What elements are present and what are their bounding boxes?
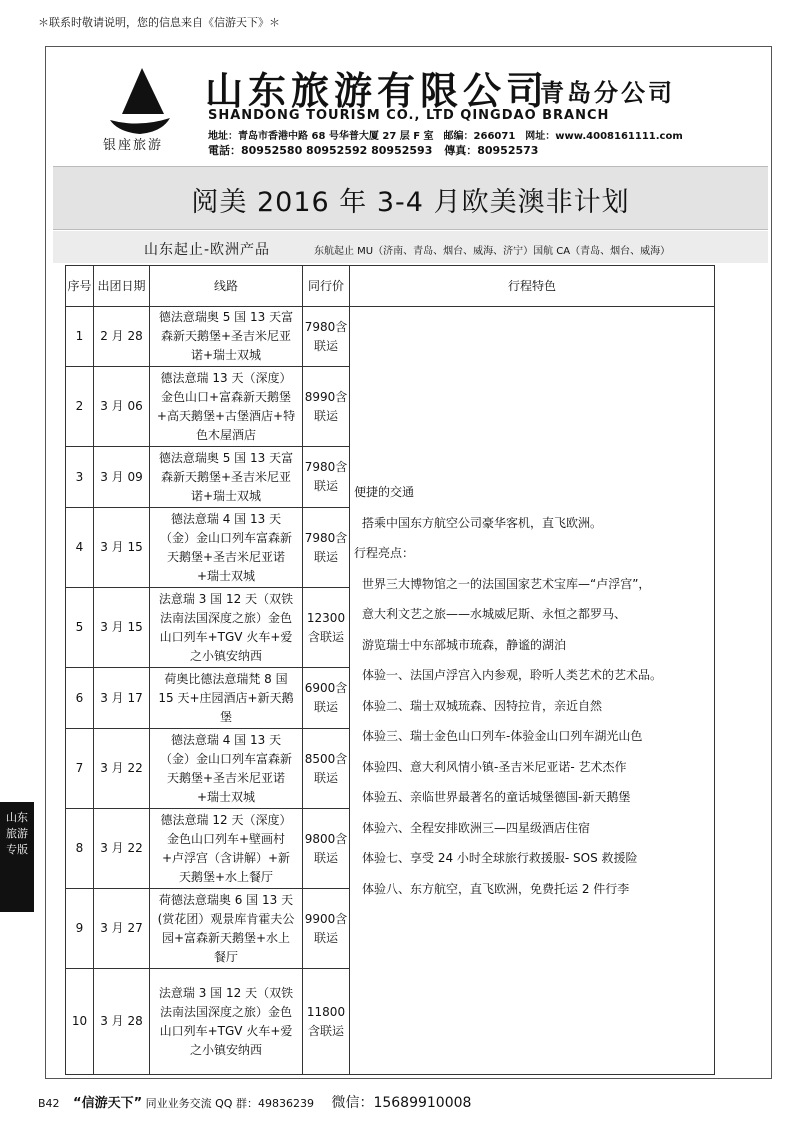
row-price: 11800含联运	[303, 969, 350, 1075]
company-contacts	[208, 142, 546, 158]
header-no: 序号	[66, 266, 94, 307]
header-date: 出团日期	[94, 266, 150, 307]
row-no: 5	[66, 588, 94, 668]
feature-line: 便捷的交通	[354, 485, 415, 499]
page-number: B42	[38, 1097, 60, 1110]
company-phone: 電話：80952580 80952592 80952593	[208, 144, 433, 157]
row-date: 3 月 28	[94, 969, 150, 1075]
row-price: 9900含联运	[303, 889, 350, 969]
tour-table	[65, 265, 715, 1075]
row-price: 8500含联运	[303, 729, 350, 809]
top-note: ＊联系时敬请说明，您的信息来自《信游天下》＊	[38, 16, 280, 29]
row-route: 荷德法意瑞奥 6 国 13 天(赏花团）观景库肯霍夫公园+富森新天鹅堡+水上餐厅	[150, 889, 303, 969]
row-route: 德法意瑞 4 国 13 天（金）金山口列车富森新天鹅堡+圣吉米尼亚诺+瑞士双城	[150, 729, 303, 809]
footer	[38, 1092, 471, 1112]
company-english-name: SHANDONG TOURISM CO., LTD QINGDAO BRANCH	[208, 108, 610, 123]
section-title: 山东起止-欧洲产品	[144, 242, 271, 258]
row-no: 9	[66, 889, 94, 969]
feature-line: 体验六、全程安排欧洲三—四星级酒店住宿	[362, 820, 591, 835]
row-price: 9800含联运	[303, 809, 350, 889]
header-price: 同行价	[303, 266, 350, 307]
header-route: 线路	[150, 266, 303, 307]
footer-brand: “信游天下”	[73, 1096, 143, 1111]
feature-line: 意大利文艺之旅——水城威尼斯、永恒之都罗马、	[362, 607, 627, 621]
row-date: 3 月 15	[94, 588, 150, 668]
row-route: 德法意瑞奥 5 国 13 天富森新天鹅堡+圣吉米尼亚诺+瑞士双城	[150, 447, 303, 508]
row-date: 3 月 22	[94, 729, 150, 809]
row-no: 1	[66, 307, 94, 367]
feature-line: 体验四、意大利风情小镇-圣吉米尼亚诺- 艺术杰作	[362, 759, 627, 774]
row-date: 3 月 06	[94, 367, 150, 447]
row-price: 8990含联运	[303, 367, 350, 447]
company-branch: 青岛分公司	[540, 78, 675, 107]
row-no: 6	[66, 668, 94, 729]
row-no: 2	[66, 367, 94, 447]
row-date: 3 月 15	[94, 508, 150, 588]
logo-caption: 银座旅游	[103, 138, 164, 153]
side-tab-text: 旅游	[6, 827, 28, 840]
row-price: 7980含联运	[303, 447, 350, 508]
company-name: 山东旅游有限公司	[205, 68, 550, 113]
feature-line: 体验二、瑞士双城琉森、因特拉肯，亲近自然	[362, 698, 603, 713]
table-row	[66, 307, 715, 367]
row-route: 德法意瑞 4 国 13 天（金）金山口列车富森新天鹅堡+圣吉米尼亚诺+瑞士双城	[150, 508, 303, 588]
feature-line: 体验三、瑞士金色山口列车-体验金山口列车湖光山色	[362, 729, 643, 743]
row-route: 荷奥比德法意瑞梵 8 国 15 天+庄园酒店+新天鹅堡	[150, 668, 303, 729]
features-cell	[350, 307, 715, 1075]
row-price: 12300含联运	[303, 588, 350, 668]
feature-line: 游览瑞士中东部城市琉森，静谧的湖泊	[362, 637, 567, 652]
company-address: 地址：青岛市香港中路 68 号华普大厦 27 层 F 室 邮编：266071 网址：www.4008161111.com	[208, 131, 683, 142]
table-header-row	[66, 266, 715, 307]
row-route: 德法意瑞 13 天（深度）金色山口+富森新天鹅堡+高天鹅堡+古堡酒店+特色木屋酒店	[150, 367, 303, 447]
row-route: 德法意瑞 12 天（深度）金色山口列车+壁画村+卢浮宫（含讲解）+新天鹅堡+水上餐厅	[150, 809, 303, 889]
side-tab-text: 山东	[6, 811, 28, 824]
row-route: 德法意瑞奥 5 国 13 天富森新天鹅堡+圣吉米尼亚诺+瑞士双城	[150, 307, 303, 367]
row-price: 6900含联运	[303, 668, 350, 729]
row-no: 3	[66, 447, 94, 508]
side-tab	[0, 802, 34, 912]
feature-line: 体验一、法国卢浮宫入内参观，聆听人类艺术的艺术品。	[362, 668, 663, 682]
row-date: 2 月 28	[94, 307, 150, 367]
row-no: 7	[66, 729, 94, 809]
row-price: 7980含联运	[303, 307, 350, 367]
row-route: 法意瑞 3 国 12 天（双铁法南法国深度之旅）金色山口列车+TGV 火车+爱之小镇安纳西	[150, 588, 303, 668]
footer-qq: 同业业务交流 QQ 群：49836239	[145, 1097, 314, 1110]
row-no: 8	[66, 809, 94, 889]
row-no: 4	[66, 508, 94, 588]
feature-line: 体验八、东方航空，直飞欧洲，免费托运 2 件行李	[362, 881, 630, 896]
feature-line: 搭乘中国东方航空公司豪华客机，直飞欧洲。	[362, 515, 603, 530]
feature-line: 体验七、享受 24 小时全球旅行救援服- SOS 救援险	[362, 851, 638, 865]
header-features: 行程特色	[350, 266, 715, 307]
row-date: 3 月 09	[94, 447, 150, 508]
page-title: 阅美 2016 年 3-4 月欧美澳非计划	[191, 187, 630, 218]
row-date: 3 月 22	[94, 809, 150, 889]
row-date: 3 月 17	[94, 668, 150, 729]
feature-line: 体验五、亲临世界最著名的童话城堡德国-新天鹅堡	[362, 790, 631, 804]
row-price: 7980含联运	[303, 508, 350, 588]
row-date: 3 月 27	[94, 889, 150, 969]
feature-line: 行程亮点：	[354, 546, 415, 560]
company-fax: 傳真：80952573	[444, 144, 539, 157]
subtitle-band	[53, 231, 768, 263]
feature-line: 世界三大博物馆之一的法国国家艺术宝库—“卢浮宫”，	[362, 576, 651, 591]
footer-wechat: 微信：15689910008	[331, 1095, 472, 1111]
row-route: 法意瑞 3 国 12 天（双铁法南法国深度之旅）金色山口列车+TGV 火车+爱之小镇安纳西	[150, 969, 303, 1075]
airline-note: 东航起止 MU（济南、青岛、烟台、威海、济宁）国航 CA（青岛、烟台、威海）	[314, 246, 671, 257]
row-no: 10	[66, 969, 94, 1075]
title-band	[53, 166, 768, 230]
side-tab-text: 专版	[6, 843, 28, 856]
